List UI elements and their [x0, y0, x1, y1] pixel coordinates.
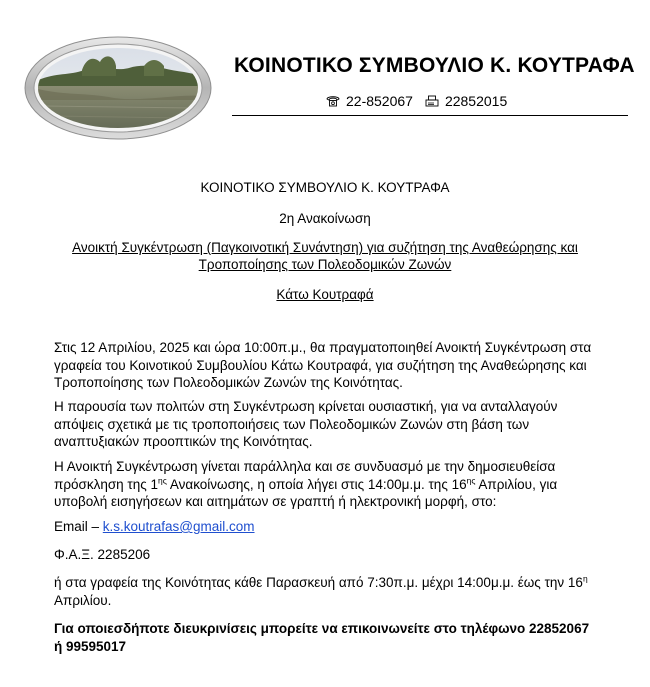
council-heading: ΚΟΙΝΟΤΙΚΟ ΣΥΜΒΟΥΛΙΟ Κ. ΚΟΥΤΡΑΦΑ: [200, 180, 450, 195]
header-contact: [326, 93, 507, 109]
header-divider: [232, 115, 628, 116]
pobox-line: Φ.Α.Ξ. 2285206: [54, 547, 151, 562]
council-logo-oval-photo: [24, 36, 212, 140]
telephone-icon: [326, 95, 340, 107]
subject-line-1: Ανοικτή Συγκέντρωση (Παγκοινοτική Συνάντηση) για συζήτηση της Αναθεώρησης και: [72, 240, 578, 255]
header-org-title: ΚΟΙΝΟΤΙΚΟ ΣΥΜΒΟΥΛΙΟ Κ. ΚΟΥΤΡΑΦΑ: [234, 54, 635, 77]
paragraph-office-hours: ή στα γραφεία της Κοινότητας κάθε Παρασκευή από 7:30π.μ. μέχρι 14:00μ.μ. έως την $16^\eta$ Απριλίου.: [54, 573, 588, 608]
header-phone: 22-852067: [346, 93, 413, 109]
paragraph-meeting-date: Στις 12 Απριλίου, 2025 και ώρα 10:00π.μ., θα πραγματοποιηθεί Ανοικτή Συγκέντρωση στα γραφεία του Κοινοτικού Συμβουλίου Κάτω Κουτραφά, για συζήτηση της Αναθεώρησης και Τροποποίησης των Πολεοδομικών Ζωνών της Κοινότητας.: [54, 340, 592, 390]
place-heading: Κάτω Κουτραφά: [276, 287, 374, 302]
announcement-number: 2η Ανακοίνωση: [279, 211, 371, 226]
email-link[interactable]: k.s.koutrafas@gmail.com: [102, 519, 255, 534]
paragraph-contact-phones: Για οποιεσδήποτε διευκρινίσεις μπορείτε να επικοινωνείτε στο τηλέφωνο 22852067 ή 99595017: [54, 621, 590, 654]
paragraph-participation: Η παρουσία των πολιτών στη Συγκέντρωση κρίνεται ουσιαστική, για να ανταλλαγούν απόψεις σχετικά με τις τροποποιήσεις των Πολεοδομικών Ζωνών στη βάση των αναπτυξιακών προοπτικών της Κοινότητας.: [54, 399, 558, 449]
subject-line-2: Τροποποίησης των Πολεοδομικών Ζωνών: [198, 257, 452, 272]
email-line: Email – k.s.koutrafas@gmail.com: [54, 519, 255, 534]
header-fax: 22852015: [444, 93, 508, 109]
fax-icon: [425, 95, 439, 107]
paragraph-submissions: Η Ανοικτή Συγκέντρωση γίνεται παράλληλα και σε συνδυασμό με την δημοσιευθείσα πρόσκληση της $1^{\eta\varsigma}$ Ανακοίνωσης, η οποία λήγει στις 14:00μ.μ. της $16^{\eta\varsigma}$ Απριλίου, για υποβολή εισηγήσεων και αιτημάτων σε γραπτή ή ηλεκτρονική μορφή, στο:: [54, 459, 558, 509]
